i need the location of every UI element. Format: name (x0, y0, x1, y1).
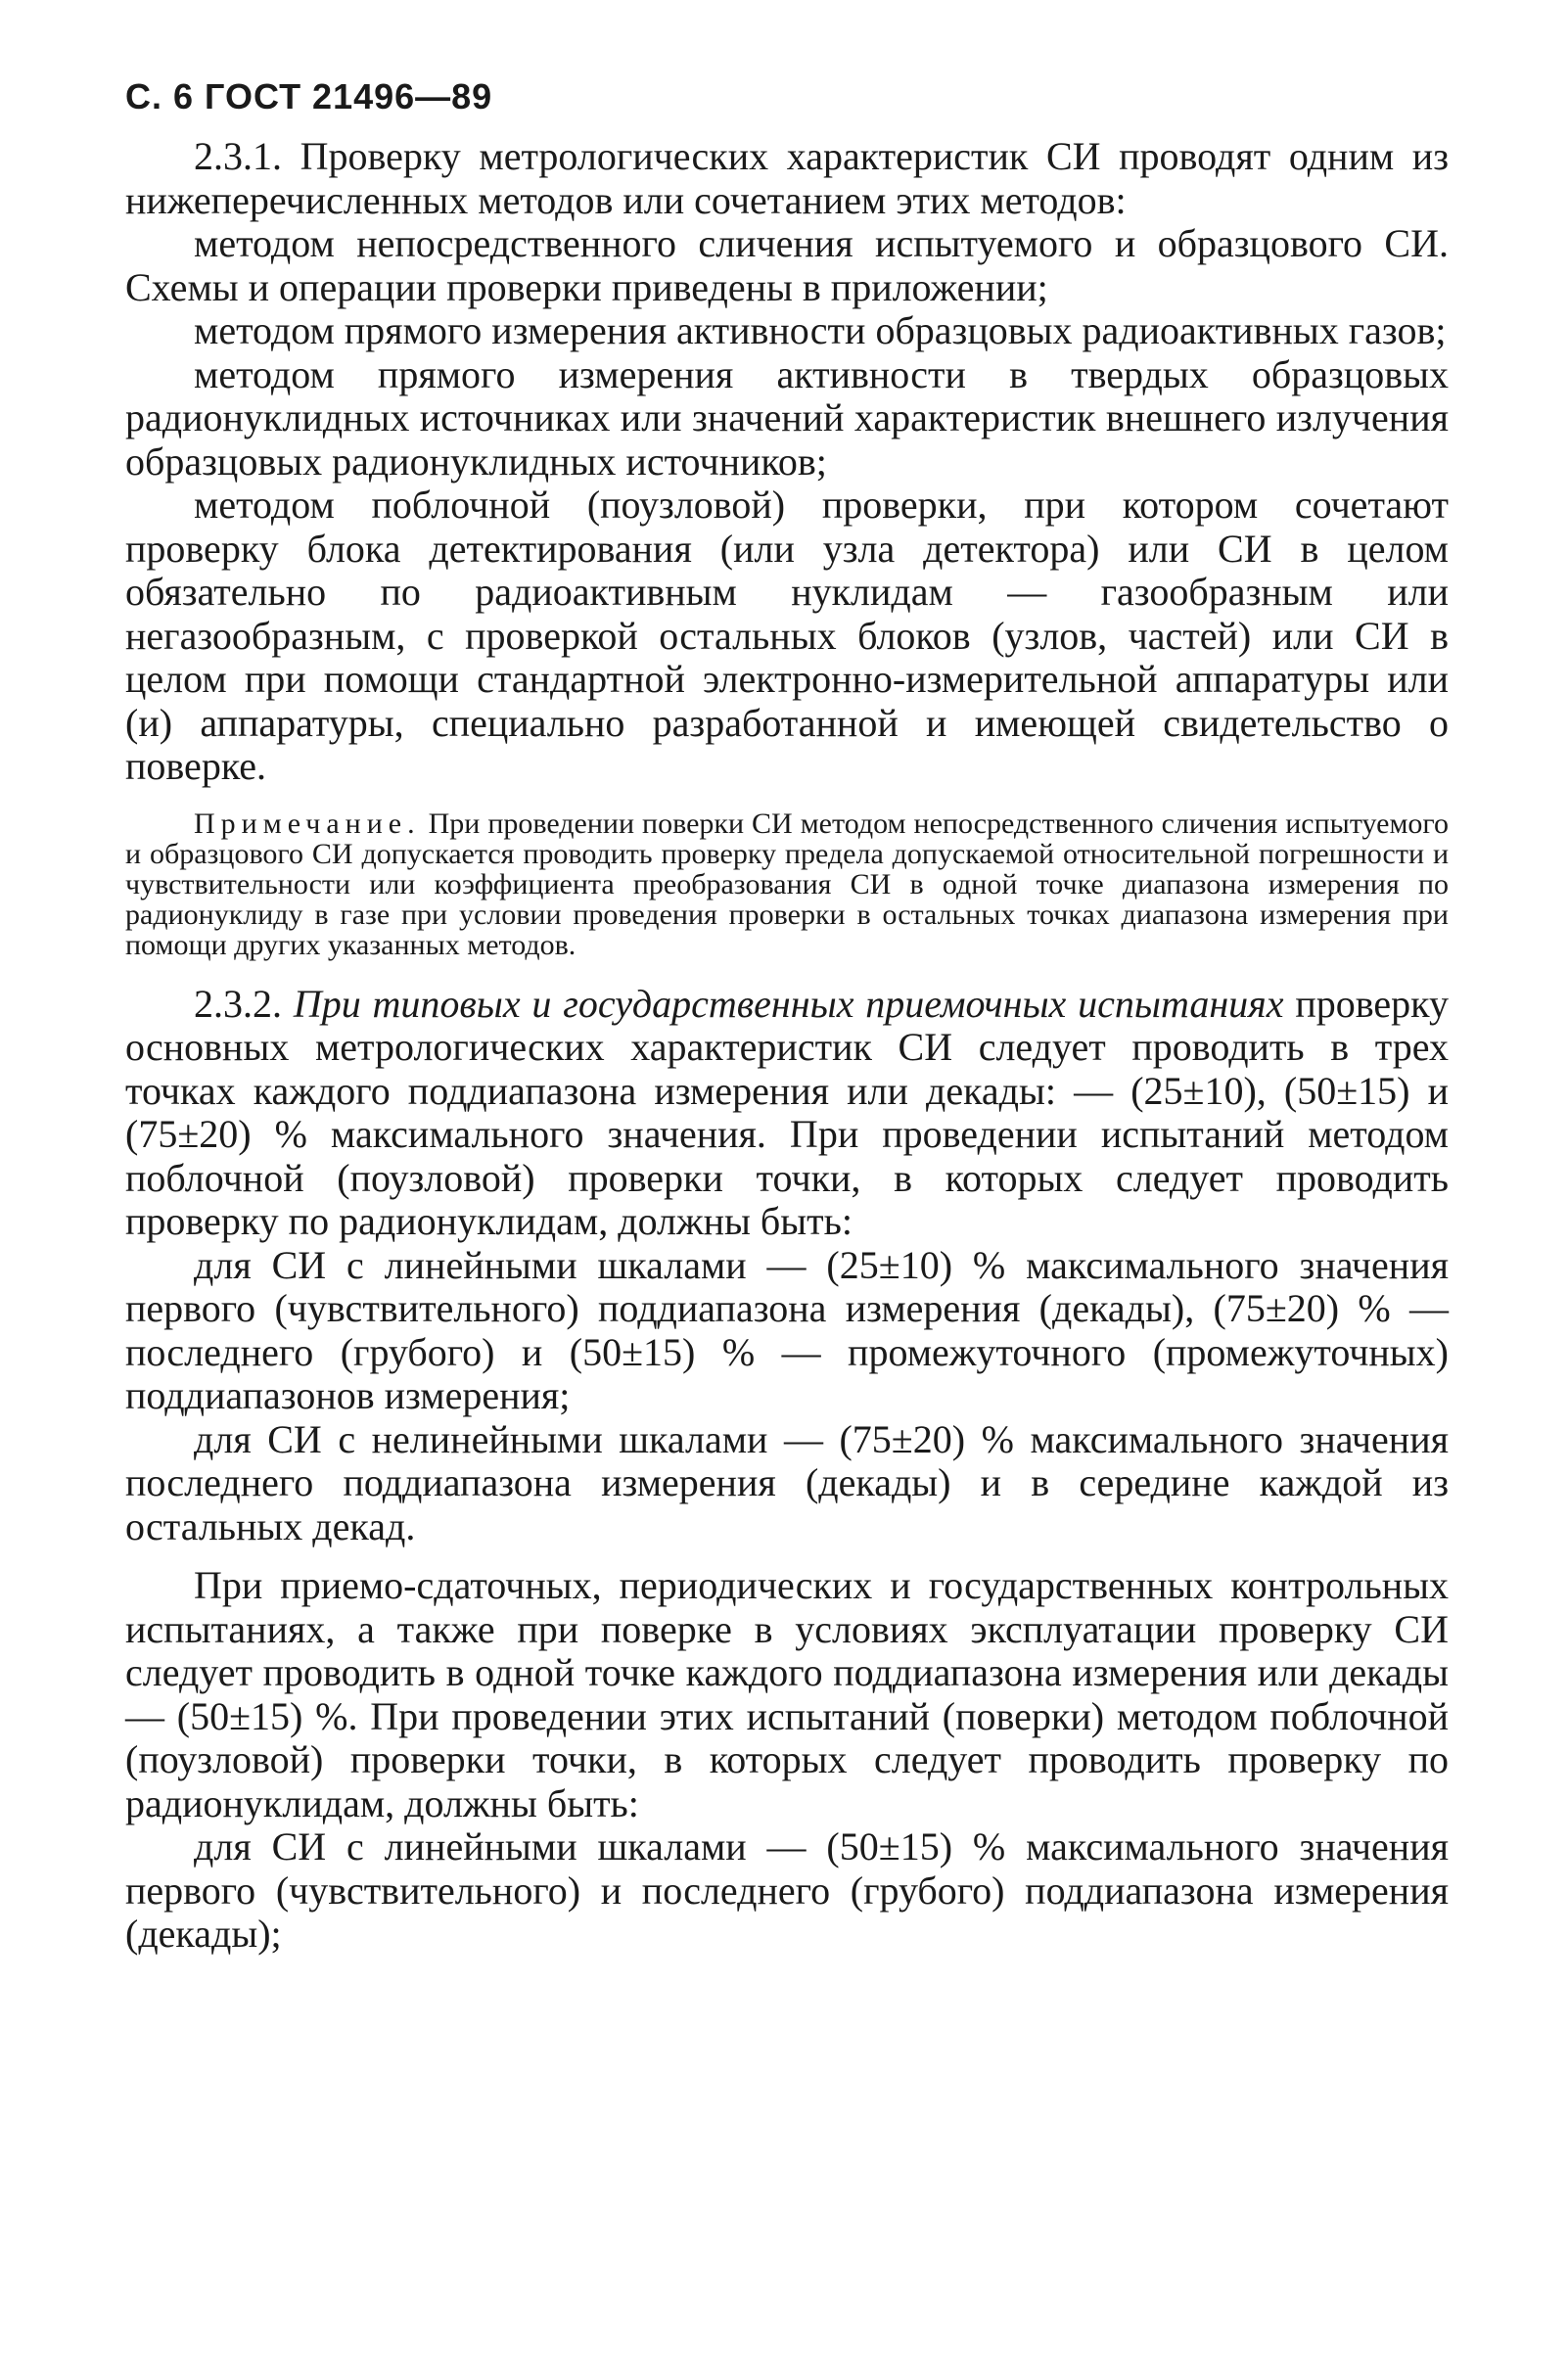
section-2-3-1 (125, 135, 1449, 222)
acceptance-item: для СИ с линейными шкалами — (50±15) % максимального значения первого (чувствительного) и последнего (грубого) поддиапазона измерения (декады); (125, 1824, 1449, 1957)
note-text: При проведении поверки СИ методом непосредственного сличения испытуемого и образцового СИ допускается проводить проверку предела допускаемой относительной погрешности и чувствительности или коэффициента преобразования СИ в одной точке диапазона измерения по радионуклиду в газе при условии проведения проверки в остальных точках диапазона измерения при помощи других указанных методов. (125, 807, 1449, 962)
method-item: методом прямого измерения активности в твердых образцовых радионуклидных источниках или значений характеристик внешнего излучения образцовых радионуклидных источников; (125, 351, 1449, 484)
method-item: методом поблочной (поузловой) проверки, при котором сочетают проверку блока детектирования (или узла детектора) или СИ в целом обязательно по радиоактивным нуклидам — газообразным или негазообразным, с проверкой остальных блоков (узлов, частей) или СИ в целом при помощи стандартной электронно-измерительной аппаратуры или (и) аппаратуры, специально разработанной и имеющей свидетельство о поверке. (125, 483, 1449, 788)
method-item: методом непосредственного сличения испытуемого и образцового СИ. Схемы и операции проверки приведены в приложении; (125, 221, 1449, 309)
section-number: 2.3.2. (194, 981, 282, 1026)
section-2-3-2 (125, 983, 1449, 1244)
scale-item: для СИ с линейными шкалами — (25±10) % максимального значения первого (чувствительного) поддиапазона измерения (декады), (75±20) % — последнего (грубого) и (50±15) % — промежуточного (промежуточных) поддиапазонов измерения; (125, 1242, 1449, 1418)
scale-item: для СИ с нелинейными шкалами — (75±20) % максимального значения последнего поддиапазона измерения (декады) и в середине каждой из остальных декад. (125, 1416, 1449, 1548)
section-lead: При типовых и государственных приемочных испытаниях (282, 981, 1284, 1026)
running-header: С. 6 ГОСТ 21496—89 (125, 76, 493, 116)
section-text: проверку основных метрологических характеристик СИ следует проводить в трех точках каждого поддиапазона измерения или декады: — (25±10), (50±15) и (75±20) % максимального значения. При проведении испытаний методом поблочной (поузловой) проверки точки, в которых следует проводить проверку по радионуклидам, должны быть: (125, 981, 1450, 1244)
method-item: методом прямого измерения активности образцовых радиоактивных газов; (194, 308, 1447, 352)
document-page (125, 76, 1449, 1957)
section-number: 2.3.1. (194, 134, 282, 178)
note-label: Примечание. (194, 807, 421, 840)
note (125, 808, 1449, 961)
section-text: Проверку метрологических характеристик СИ проводят одним из нижеперечисленных методов или сочетанием этих методов: (125, 134, 1449, 222)
acceptance-paragraph: При приемо-сдаточных, периодических и государственных контрольных испытаниях, а также при поверке в условиях эксплуатации проверку СИ следует проводить в одной точке каждого поддиапазона измерения или декады — (50±15) %. При проведении этих испытаний (поверки) методом поблочной (поузловой) проверки точки, в которых следует проводить проверку по радионуклидам, должны быть: (125, 1563, 1449, 1825)
